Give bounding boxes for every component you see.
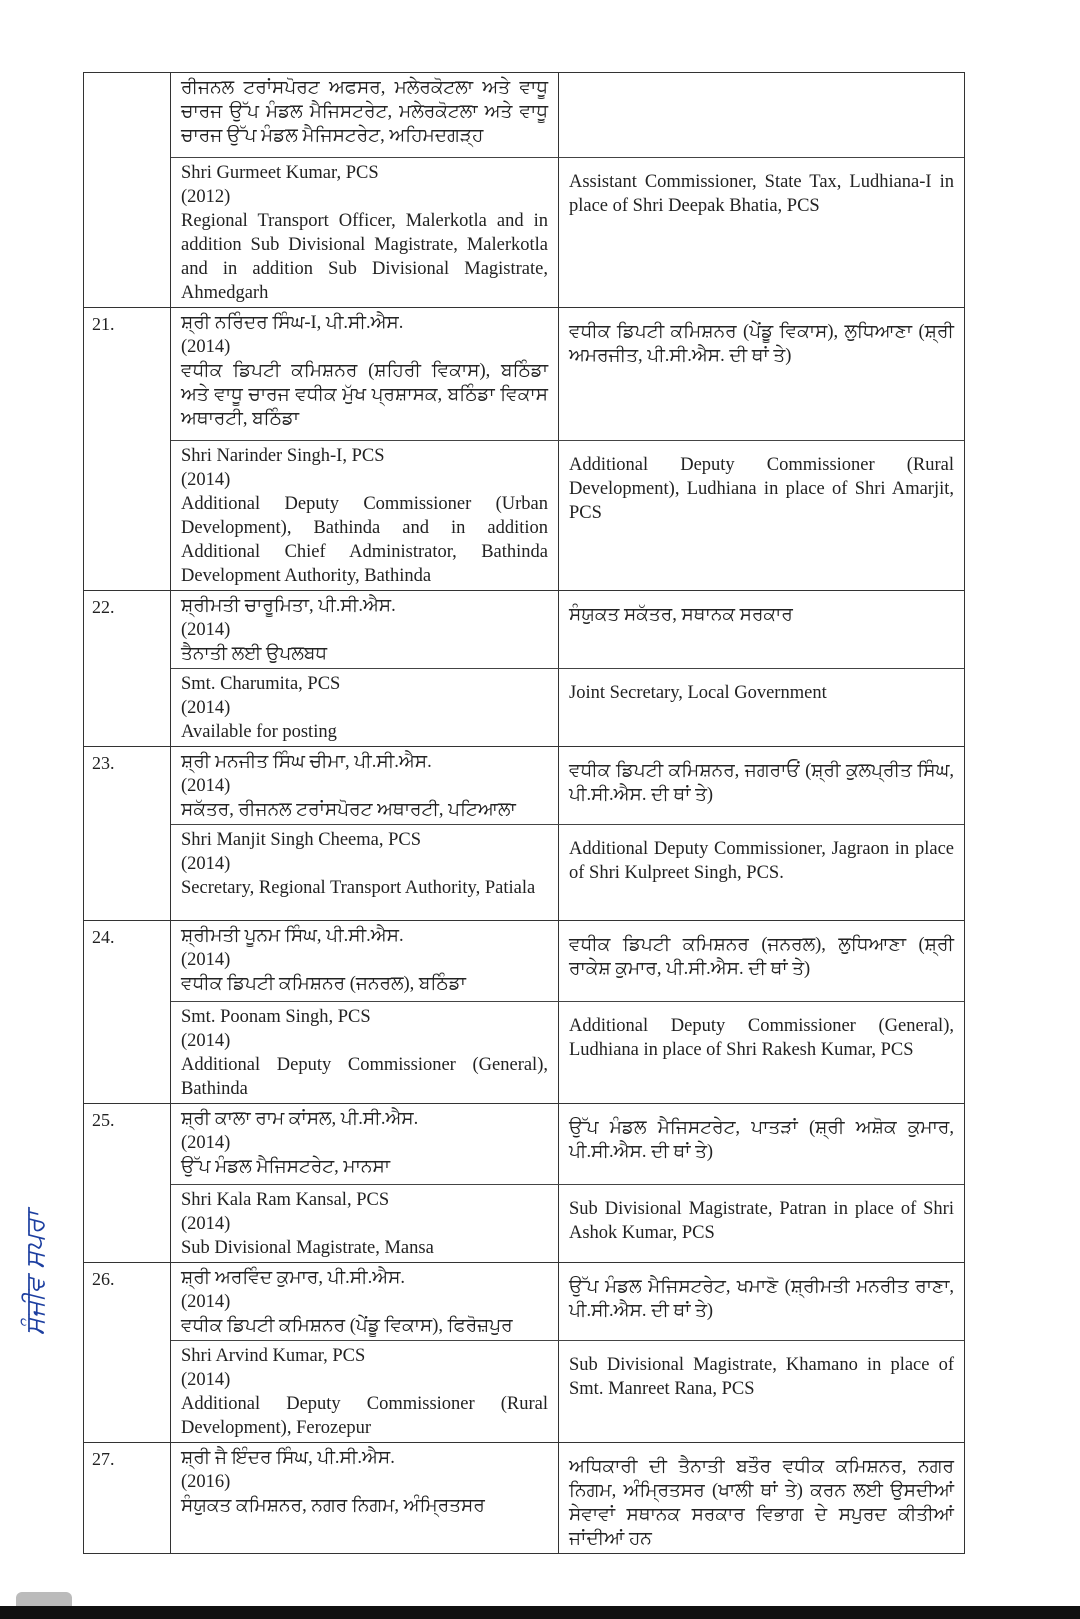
batch-year: (2014) — [181, 1214, 231, 1234]
table-row — [83, 72, 965, 308]
officer-name: Shri Manjit Singh Cheema, PCS — [181, 830, 422, 850]
officer-current-posting — [171, 921, 559, 1001]
new-posting: Sub Divisional Magistrate, Patran in place of Shri Ashok Kumar, PCS — [569, 1199, 954, 1243]
pa-entry — [171, 747, 964, 825]
serial-number: 26. — [92, 1269, 115, 1289]
batch-year: (2014) — [181, 698, 231, 718]
current-posting: ਸੰਯੁਕਤ ਕਮਿਸ਼ਨਰ, ਨਗਰ ਨਿਗਮ, ਅੰਮ੍ਰਿਤਸਰ — [181, 1496, 485, 1516]
officer-current-posting — [171, 1002, 559, 1103]
batch-year: (2012) — [181, 187, 231, 207]
pa-entry — [171, 1104, 964, 1185]
current-posting: ਵਧੀਕ ਡਿਪਟੀ ਕਮਿਸ਼ਨਰ (ਜਨਰਲ), ਬਠਿੰਡਾ — [181, 974, 466, 994]
officer-name: ਸ਼੍ਰੀਮਤੀ ਪੂਨਮ ਸਿੰਘ, ਪੀ.ਸੀ.ਐਸ. — [181, 926, 404, 946]
table-row — [83, 921, 965, 1104]
officer-name: ਸ਼੍ਰੀ ਕਾਲਾ ਰਾਮ ਕਾਂਸਲ, ਪੀ.ਸੀ.ਐਸ. — [181, 1109, 419, 1129]
serial-number: 24. — [92, 927, 115, 947]
batch-year: (2014) — [181, 1292, 231, 1312]
table-row — [83, 747, 965, 921]
officer-name: Shri Gurmeet Kumar, PCS — [181, 163, 379, 183]
en-entry — [171, 1185, 964, 1262]
batch-year: (2014) — [181, 470, 231, 490]
officer-current-posting — [171, 73, 559, 157]
current-posting: Secretary, Regional Transport Authority, Patiala — [181, 878, 536, 898]
officer-name: ਸ਼੍ਰੀ ਜੈ ਇੰਦਰ ਸਿੰਘ, ਪੀ.ਸੀ.ਐਸ. — [181, 1448, 395, 1468]
signature-text: ਸੰਜੀਵ ਸਪਰਾ — [20, 1211, 51, 1336]
new-posting: ਵਧੀਕ ਡਿਪਟੀ ਕਮਿਸ਼ਨਰ (ਪੇਂਡੂ ਵਿਕਾਸ), ਲੁਧਿਆਣਾ (ਸ਼੍ਰੀ ਅਮਰਜੀਤ, ਪੀ.ਸੀ.ਐਸ. ਦੀ ਥਾਂ ਤੇ) — [569, 322, 954, 366]
batch-year: (2014) — [181, 950, 231, 970]
new-posting: ਸੰਯੁਕਤ ਸਕੱਤਰ, ਸਥਾਨਕ ਸਰਕਾਰ — [569, 605, 793, 625]
new-posting: Sub Divisional Magistrate, Khamano in place of Smt. Manreet Rana, PCS — [569, 1355, 954, 1399]
new-posting: Additional Deputy Commissioner (General), Ludhiana in place of Shri Rakesh Kumar, PCS — [569, 1016, 954, 1060]
current-posting: ਤੈਨਾਤੀ ਲਈ ਉਪਲਬਧ — [181, 644, 328, 664]
officer-current-posting — [171, 1185, 559, 1262]
officer-name: Smt. Poonam Singh, PCS — [181, 1007, 371, 1027]
new-posting: Additional Deputy Commissioner (Rural Development), Ludhiana in place of Shri Amarjit, PCS — [569, 455, 954, 523]
table-row — [83, 1443, 965, 1554]
new-posting: Joint Secretary, Local Government — [569, 683, 827, 703]
pa-entry — [171, 73, 964, 158]
batch-year: (2014) — [181, 854, 231, 874]
pa-entry — [171, 921, 964, 1002]
officer-current-posting — [171, 308, 559, 440]
officer-name: ਸ਼੍ਰੀ ਮਨਜੀਤ ਸਿੰਘ ਚੀਮਾ, ਪੀ.ਸੀ.ਐਸ. — [181, 752, 432, 772]
officer-current-posting — [171, 591, 559, 668]
officer-current-posting — [171, 825, 559, 920]
transfer-posting-table — [83, 72, 965, 1554]
current-posting: ਵਧੀਕ ਡਿਪਟੀ ਕਮਿਸ਼ਨਰ (ਪੇਂਡੂ ਵਿਕਾਸ), ਫਿਰੋਜ਼ਪੁਰ — [181, 1316, 513, 1336]
new-posting — [559, 73, 964, 157]
batch-year: (2014) — [181, 1031, 231, 1051]
officer-name: Smt. Charumita, PCS — [181, 674, 341, 694]
table-row — [83, 1104, 965, 1263]
officer-name: Shri Kala Ram Kansal, PCS — [181, 1190, 390, 1210]
officer-current-posting — [171, 1443, 559, 1553]
bottom-border — [0, 1606, 1080, 1619]
new-posting: Assistant Commissioner, State Tax, Ludhiana-I in place of Shri Deepak Bhatia, PCS — [569, 172, 954, 216]
serial-number: 22. — [92, 597, 115, 617]
current-posting: Available for posting — [181, 722, 337, 742]
table-row — [83, 591, 965, 747]
officer-name: ਸ਼੍ਰੀਮਤੀ ਚਾਰੂਮਿਤਾ, ਪੀ.ਸੀ.ਐਸ. — [181, 596, 396, 616]
officer-name: Shri Narinder Singh-I, PCS — [181, 446, 385, 466]
batch-year: (2014) — [181, 337, 231, 357]
current-posting: ਵਧੀਕ ਡਿਪਟੀ ਕਮਿਸ਼ਨਰ (ਸ਼ਹਿਰੀ ਵਿਕਾਸ), ਬਠਿੰਡਾ ਅਤੇ ਵਾਧੂ ਚਾਰਜ ਵਧੀਕ ਮੁੱਖ ਪ੍ਰਸ਼ਾਸਕ, ਬਠਿੰਡਾ ਵਿਕਾਸ ਅਥਾਰਟੀ, ਬਠਿੰਡਾ — [181, 361, 548, 429]
officer-current-posting — [171, 669, 559, 746]
current-posting: Additional Deputy Commissioner (Rural Development), Ferozepur — [181, 1394, 548, 1438]
current-posting: Sub Divisional Magistrate, Mansa — [181, 1238, 434, 1258]
officer-current-posting — [171, 158, 559, 307]
pa-entry — [171, 1263, 964, 1341]
serial-number: 23. — [92, 753, 115, 773]
officer-current-posting — [171, 1341, 559, 1442]
en-entry — [171, 825, 964, 920]
batch-year: (2014) — [181, 1133, 231, 1153]
current-posting: Additional Deputy Commissioner (General), Bathinda — [181, 1055, 548, 1099]
en-entry — [171, 669, 964, 746]
batch-year: (2014) — [181, 1370, 231, 1390]
pa-entry — [171, 591, 964, 669]
current-posting: Regional Transport Officer, Malerkotla and in addition Sub Divisional Magistrate, Malerkotla and in addition Sub Divisional Magistrate, Ahmedgarh — [181, 211, 548, 303]
officer-name: Shri Arvind Kumar, PCS — [181, 1346, 366, 1366]
officer-name: ਸ਼੍ਰੀ ਨਰਿੰਦਰ ਸਿੰਘ-I, ਪੀ.ਸੀ.ਐਸ. — [181, 313, 404, 333]
officer-current-posting — [171, 1104, 559, 1184]
new-posting: Additional Deputy Commissioner, Jagraon in place of Shri Kulpreet Singh, PCS. — [569, 839, 954, 883]
officer-name: ਰੀਜਨਲ ਟਰਾਂਸਪੋਰਟ ਅਫਸਰ, ਮਲੇਰਕੋਟਲਾ ਅਤੇ ਵਾਧੂ ਚਾਰਜ ਉੱਪ ਮੰਡਲ ਮੈਜਿਸਟਰੇਟ, ਮਲੇਰਕੋਟਲਾ ਅਤੇ ਵਾਧੂ ਚਾਰਜ ਉੱਪ ਮੰਡਲ ਮੈਜਿਸਟਰੇਟ, ਅਹਿਮਦਗੜ੍ਹ — [181, 78, 548, 146]
current-posting: ਉੱਪ ਮੰਡਲ ਮੈਜਿਸਟਰੇਟ, ਮਾਨਸਾ — [181, 1157, 391, 1177]
en-entry — [171, 1341, 964, 1442]
serial-number: 21. — [92, 314, 115, 334]
table-row — [83, 308, 965, 591]
en-entry — [171, 441, 964, 590]
batch-year: (2016) — [181, 1472, 231, 1492]
en-entry — [171, 1002, 964, 1103]
pa-entry — [171, 1443, 964, 1553]
en-entry — [171, 158, 964, 307]
new-posting: ਵਧੀਕ ਡਿਪਟੀ ਕਮਿਸ਼ਨਰ (ਜਨਰਲ), ਲੁਧਿਆਣਾ (ਸ਼੍ਰੀ ਰਾਕੇਸ਼ ਕੁਮਾਰ, ਪੀ.ਸੀ.ਐਸ. ਦੀ ਥਾਂ ਤੇ) — [569, 935, 954, 979]
table-row — [83, 1263, 965, 1443]
officer-name: ਸ਼੍ਰੀ ਅਰਵਿੰਦ ਕੁਮਾਰ, ਪੀ.ਸੀ.ਐਸ. — [181, 1268, 406, 1288]
officer-current-posting — [171, 1263, 559, 1340]
new-posting: ਉੱਪ ਮੰਡਲ ਮੈਜਿਸਟਰੇਟ, ਖਮਾਣੋ (ਸ਼੍ਰੀਮਤੀ ਮਨਰੀਤ ਰਾਣਾ, ਪੀ.ਸੀ.ਐਸ. ਦੀ ਥਾਂ ਤੇ) — [569, 1277, 954, 1321]
officer-current-posting — [171, 441, 559, 590]
batch-year: (2014) — [181, 620, 231, 640]
pa-entry — [171, 308, 964, 441]
officer-current-posting — [171, 747, 559, 824]
current-posting: Additional Deputy Commissioner (Urban Development), Bathinda and in addition Additional Chief Administrator, Bathinda Development Authority, Bathinda — [181, 494, 548, 586]
serial-number: 27. — [92, 1449, 115, 1469]
batch-year: (2014) — [181, 776, 231, 796]
new-posting: ਉੱਪ ਮੰਡਲ ਮੈਜਿਸਟਰੇਟ, ਪਾਤੜਾਂ (ਸ਼੍ਰੀ ਅਸ਼ੋਕ ਕੁਮਾਰ, ਪੀ.ਸੀ.ਐਸ. ਦੀ ਥਾਂ ਤੇ) — [569, 1118, 954, 1162]
serial-number: 25. — [92, 1110, 115, 1130]
new-posting: ਵਧੀਕ ਡਿਪਟੀ ਕਮਿਸ਼ਨਰ, ਜਗਰਾਓਂ (ਸ਼੍ਰੀ ਕੁਲਪ੍ਰੀਤ ਸਿੰਘ, ਪੀ.ਸੀ.ਐਸ. ਦੀ ਥਾਂ ਤੇ) — [569, 761, 954, 805]
signature — [6, 1160, 66, 1336]
serial-number — [84, 73, 170, 85]
new-posting: ਅਧਿਕਾਰੀ ਦੀ ਤੈਨਾਤੀ ਬਤੌਰ ਵਧੀਕ ਕਮਿਸ਼ਨਰ, ਨਗਰ ਨਿਗਮ, ਅੰਮ੍ਰਿਤਸਰ (ਖਾਲੀ ਥਾਂ ਤੇ) ਕਰਨ ਲਈ ਉਸਦੀਆਂ ਸੇਵਾਵਾਂ ਸਥਾਨਕ ਸਰਕਾਰ ਵਿਭਾਗ ਦੇ ਸਪੁਰਦ ਕੀਤੀਆਂ ਜਾਂਦੀਆਂ ਹਨ — [569, 1457, 954, 1549]
current-posting: ਸਕੱਤਰ, ਰੀਜਨਲ ਟਰਾਂਸਪੋਰਟ ਅਥਾਰਟੀ, ਪਟਿਆਲਾ — [181, 800, 516, 820]
